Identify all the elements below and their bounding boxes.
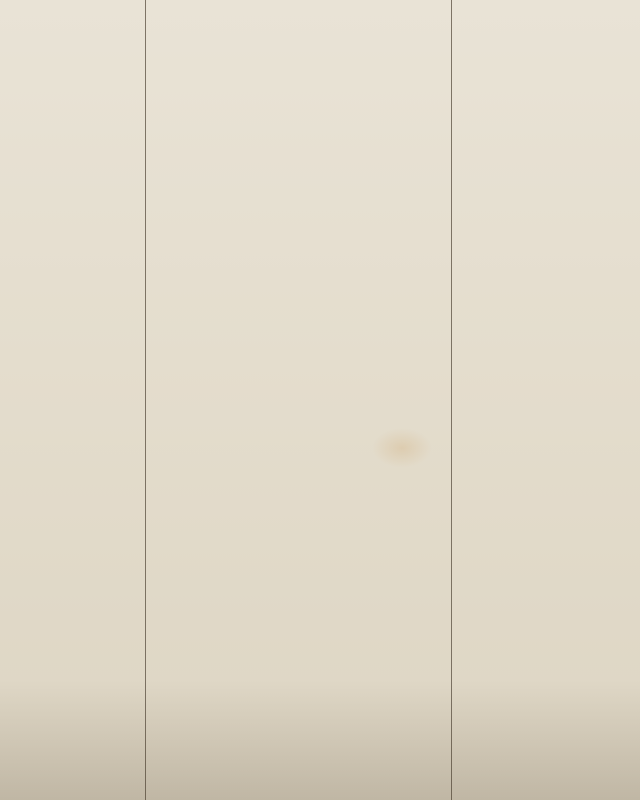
paper-stain bbox=[372, 428, 432, 468]
column-rule-left bbox=[145, 0, 146, 800]
left-column bbox=[0, 0, 138, 800]
column-rule-right bbox=[451, 0, 452, 800]
right-column bbox=[458, 0, 640, 800]
center-column bbox=[152, 0, 444, 800]
